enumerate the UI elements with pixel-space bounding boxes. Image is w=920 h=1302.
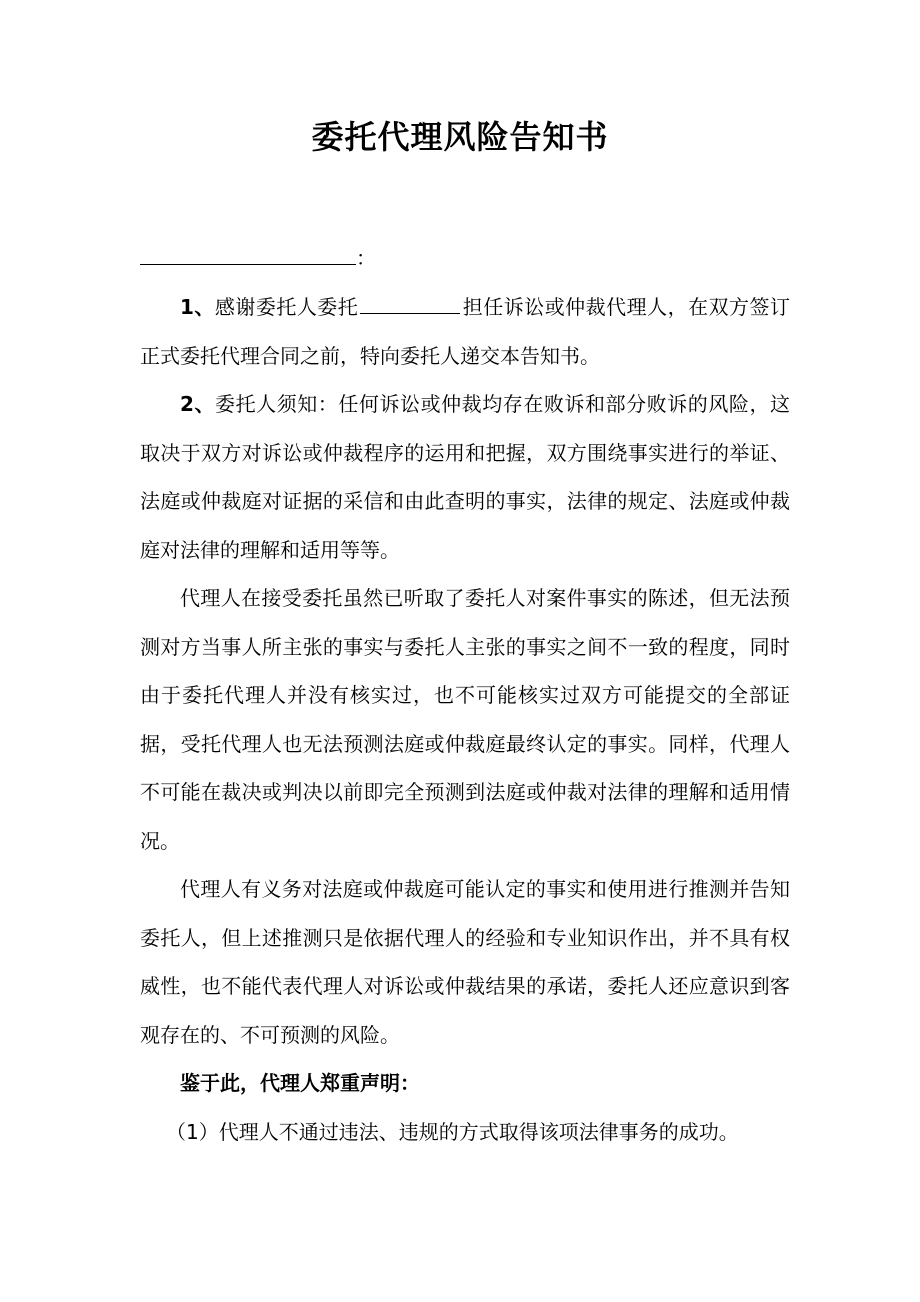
paragraph-1 [140,283,790,380]
agent-blank [360,291,460,314]
salutation-colon: ： [356,246,376,270]
paragraph-2-number: 2、 [180,392,216,416]
recipient-blank [140,242,356,265]
paragraph-3: 代理人在接受委托虽然已听取了委托人对案件事实的陈述，但无法预测对方当事人所主张的事实与委托人主张的事实之间不一致的程度，同时由于委托代理人并没有核实过，也不可能核实过双方可能提交的全部证据，受托代理人也无法预测法庭或仲裁庭最终认定的事实。同样，代理人不可能在裁决或判决以前即完全预测到法庭或仲裁对法律的理解和适用情况。 [140,586,790,853]
document-body [140,283,790,1156]
salutation-line [140,242,376,274]
paragraph-1-number: 1、 [180,295,215,319]
paragraph-4: 代理人有义务对法庭或仲裁庭可能认定的事实和使用进行推测并告知委托人，但上述推测只是依据代理人的经验和专业知识作出，并不具有权威性，也不能代表代理人对诉讼或仲裁结果的承诺，委托人还应意识到客观存在的、不可预测的风险。 [140,877,790,1047]
declaration-item-1: （1）代理人不通过违法、违规的方式取得该项法律事务的成功。 [166,1119,739,1144]
declaration-heading: 鉴于此，代理人郑重声明： [180,1071,420,1095]
paragraph-1-text-start: 感谢委托人委托 [214,295,359,319]
paragraph-2-text: 委托人须知：任何诉讼或仲裁均存在败诉和部分败诉的风险，这取决于双方对诉讼或仲裁程序的运用和把握，双方围绕事实进行的举证、法庭或仲裁庭对证据的采信和由此查明的事实，法律的规定、法庭或仲裁庭对法律的理解和适用等等。 [140,392,791,562]
document-title: 委托代理风险告知书 [311,118,609,156]
paragraph-2 [140,380,790,574]
paragraph-1-text-end: 担任诉讼或仲裁代理人，在双方签订正式委托代理合同之前，特向委托人递交本告知书。 [140,295,791,368]
